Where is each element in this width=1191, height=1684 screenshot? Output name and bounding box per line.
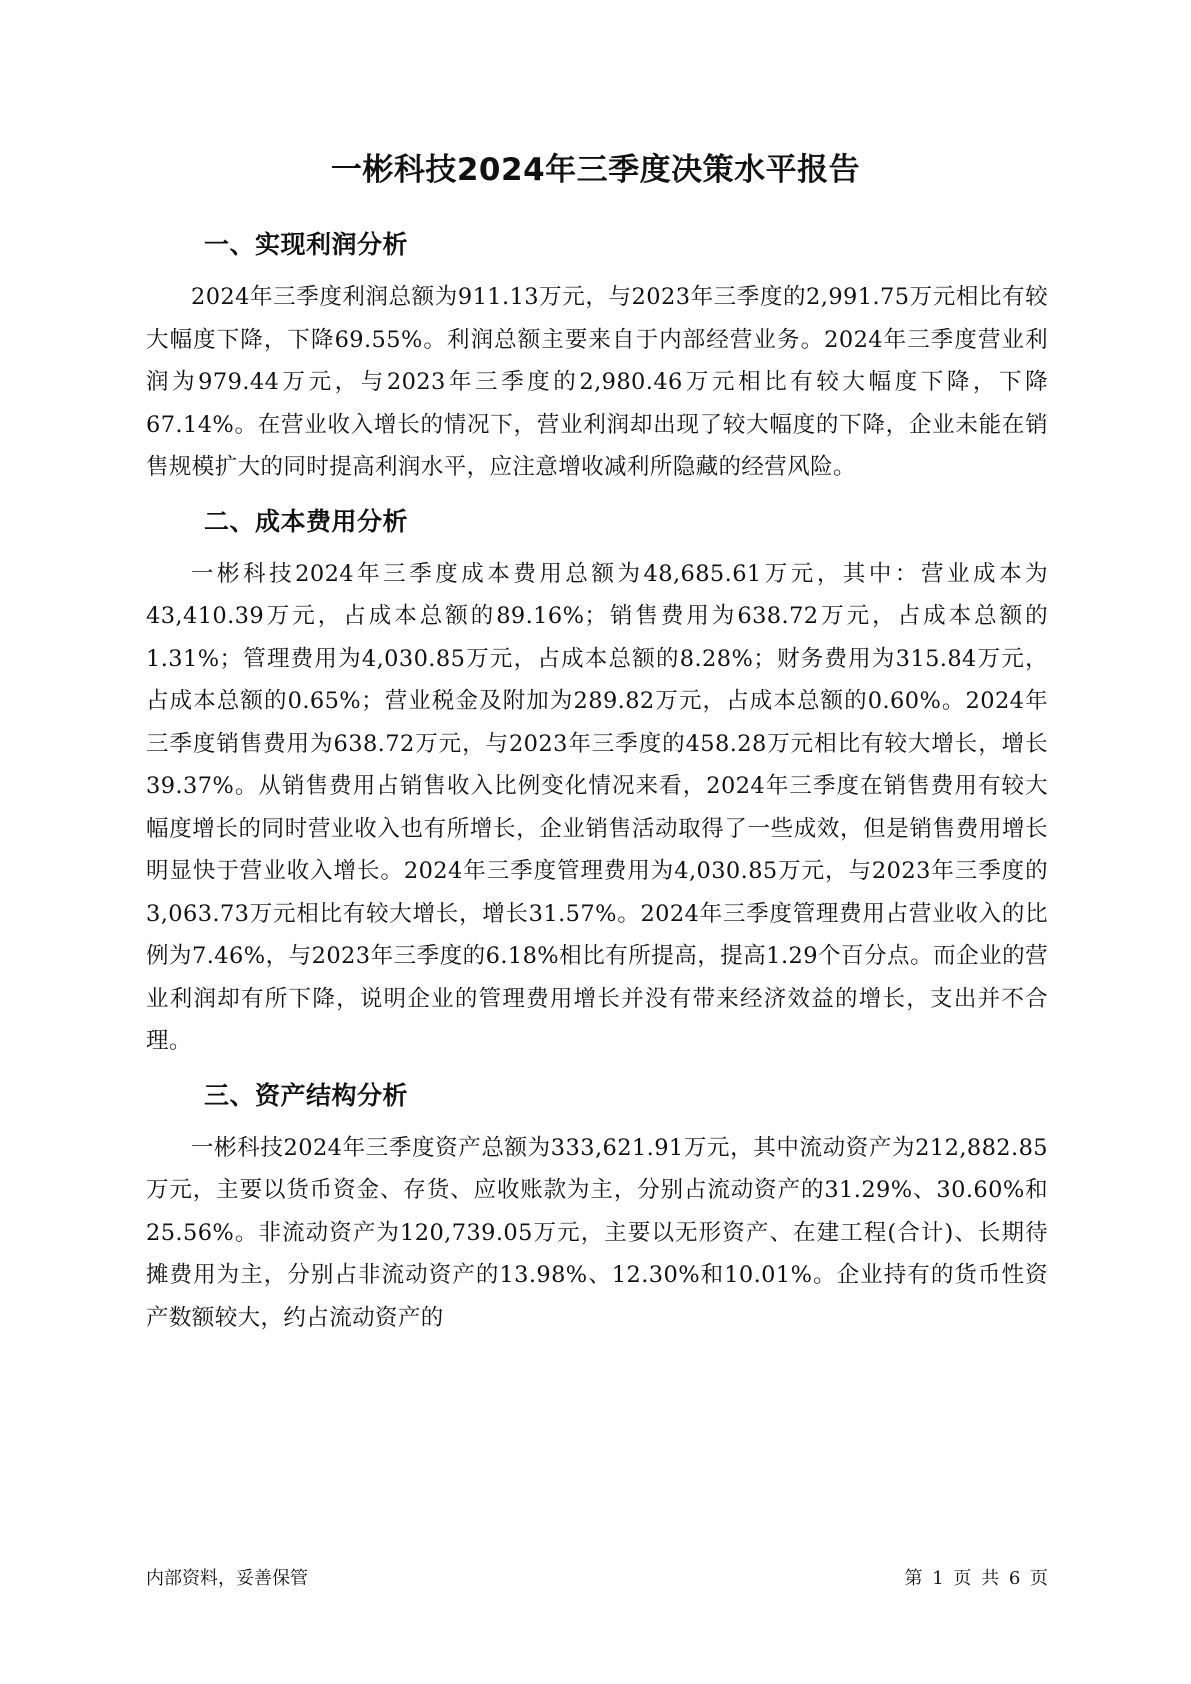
- section-paragraph: 一彬科技2024年三季度成本费用总额为48,685.61万元，其中：营业成本为43,410.39万元，占成本总额的89.16%；销售费用为638.72万元，占成本总额的1.31%；管理费用为4,030.85万元，占成本总额的8.28%；财务费用为315.84万元，占成本总额的0.65%；营业税金及附加为289.82万元，占成本总额的0.60%。2024年三季度销售费用为638.72万元，与2023年三季度的458.28万元相比有较大增长，增长39.37%。从销售费用占销售收入比例变化情况来看，2024年三季度在销售费用有较大幅度增长的同时营业收入也有所增长，企业销售活动取得了一些成效，但是销售费用增长明显快于营业收入增长。2024年三季度管理费用为4,030.85万元，与2023年三季度的3,063.73万元相比有较大增长，增长31.57%。2024年三季度管理费用占营业收入的比例为7.46%，与2023年三季度的6.18%相比有所提高，提高1.29个百分点。而企业的营业利润却有所下降，说明企业的管理费用增长并没有带来经济效益的增长，支出并不合理。: [146, 560, 1049, 1054]
- section-heading: 二、成本费用分析: [204, 506, 409, 536]
- section-profit-analysis: [146, 228, 1048, 489]
- section-asset-structure-analysis: [146, 1079, 1048, 1340]
- section-paragraph: 2024年三季度利润总额为911.13万元，与2023年三季度的2,991.75万元相比有较大幅度下降，下降69.55%。利润总额主要来自于内部经营业务。2024年三季度营业利润为979.44万元，与2023年三季度的2,980.46万元相比有较大幅度下降，下降67.14%。在营业收入增长的情况下，营业利润却出现了较大幅度的下降，企业未能在销售规模扩大的同时提高利润水平，应注意增收减利所隐藏的经营风险。: [146, 284, 1048, 480]
- section-paragraph: 一彬科技2024年三季度资产总额为333,621.91万元，其中流动资产为212,882.85万元，主要以货币资金、存货、应收账款为主，分别占流动资产的31.29%、30.60%和25.56%。非流动资产为120,739.05万元，主要以无形资产、在建工程(合计)、长期待摊费用为主，分别占非流动资产的13.98%、12.30%和10.01%。企业持有的货币性资产数额较大，约占流动资产的: [146, 1134, 1048, 1331]
- section-heading: 一、实现利润分析: [204, 230, 409, 259]
- section-heading: 三、资产结构分析: [204, 1080, 409, 1110]
- confidentiality-note: 内部资料，妥善保管: [146, 1568, 308, 1589]
- document-body: [146, 228, 1048, 1355]
- document-title: 一彬科技2024年三季度决策水平报告: [330, 152, 861, 188]
- page-footer: [146, 1564, 1048, 1594]
- section-cost-analysis: [146, 505, 1048, 1063]
- page-number: 第 1 页 共 6 页: [904, 1568, 1048, 1589]
